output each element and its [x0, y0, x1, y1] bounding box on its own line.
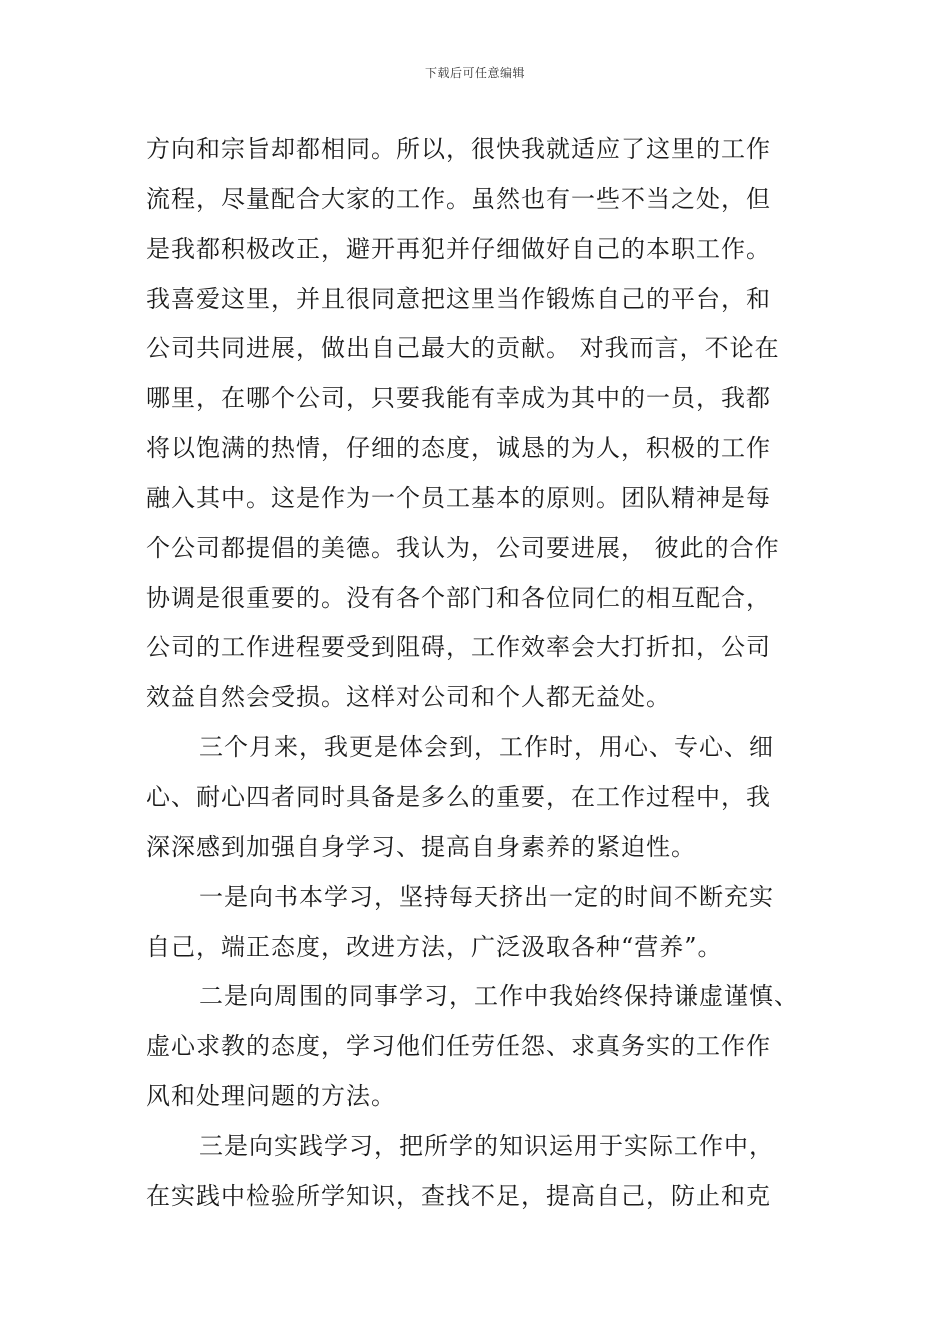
text-line: 风和处理问题的方法。	[146, 1082, 396, 1111]
text-line: 个公司都提倡的美德。我认为，公司要进展， 彼此的合作	[146, 533, 780, 562]
text-line: 效益自然会受损。这样对公司和个人都无益处。	[146, 683, 671, 712]
text-line: 心、耐心四者同时具备是多么的重要，在工作过程中，我	[146, 782, 771, 811]
paragraph-first-line: 三是向实践学习，把所学的知识运用于实际工作中，	[199, 1131, 774, 1160]
text-line: 协调是很重要的。没有各个部门和各位同仁的相互配合，	[146, 583, 771, 612]
text-line: 方向和宗旨却都相同。所以，很快我就适应了这里的工作	[146, 135, 771, 163]
text-line: 融入其中。这是作为一个员工基本的原则。团队精神是每	[146, 483, 771, 512]
page-header: 下载后可任意编辑	[424, 66, 525, 80]
document-body	[146, 125, 836, 1222]
text-line: 流程，尽量配合大家的工作。虽然也有一些不当之处，但	[146, 184, 771, 213]
paragraph-first-line: 一是向书本学习，坚持每天挤出一定的时间不断充实	[199, 882, 774, 911]
paragraph-first-line: 三个月来，我更是体会到，工作时，用心、专心、细	[199, 733, 774, 762]
text-line: 虚心求教的态度，学习他们任劳任怨、求真务实的工作作	[146, 1032, 771, 1061]
paragraph-first-line: 二是向周围的同事学习，工作中我始终保持谦虚谨慎、	[199, 982, 799, 1011]
text-line: 公司共同进展，做出自己最大的贡献。 对我而言，不论在	[146, 334, 780, 363]
text-line: 将以饱满的热情，仔细的态度，诚恳的为人，积极的工作	[146, 434, 771, 463]
text-line: 是我都积极改正，避开再犯并仔细做好自己的本职工作。	[146, 234, 771, 263]
text-line: 深深感到加强自身学习、提高自身素养的紧迫性。	[146, 832, 696, 861]
text-line: 自己，端正态度，改进方法，广泛汲取各种“营养”。	[146, 932, 723, 961]
text-line: 我喜爱这里，并且很同意把这里当作锻炼自己的平台，和	[146, 284, 771, 313]
text-line: 哪里，在哪个公司，只要我能有幸成为其中的一员，我都	[146, 384, 771, 413]
text-line: 在实践中检验所学知识，查找不足，提高自己，防止和克	[146, 1181, 771, 1210]
text-line: 公司的工作进程要受到阻碍，工作效率会大打折扣，公司	[146, 633, 771, 662]
